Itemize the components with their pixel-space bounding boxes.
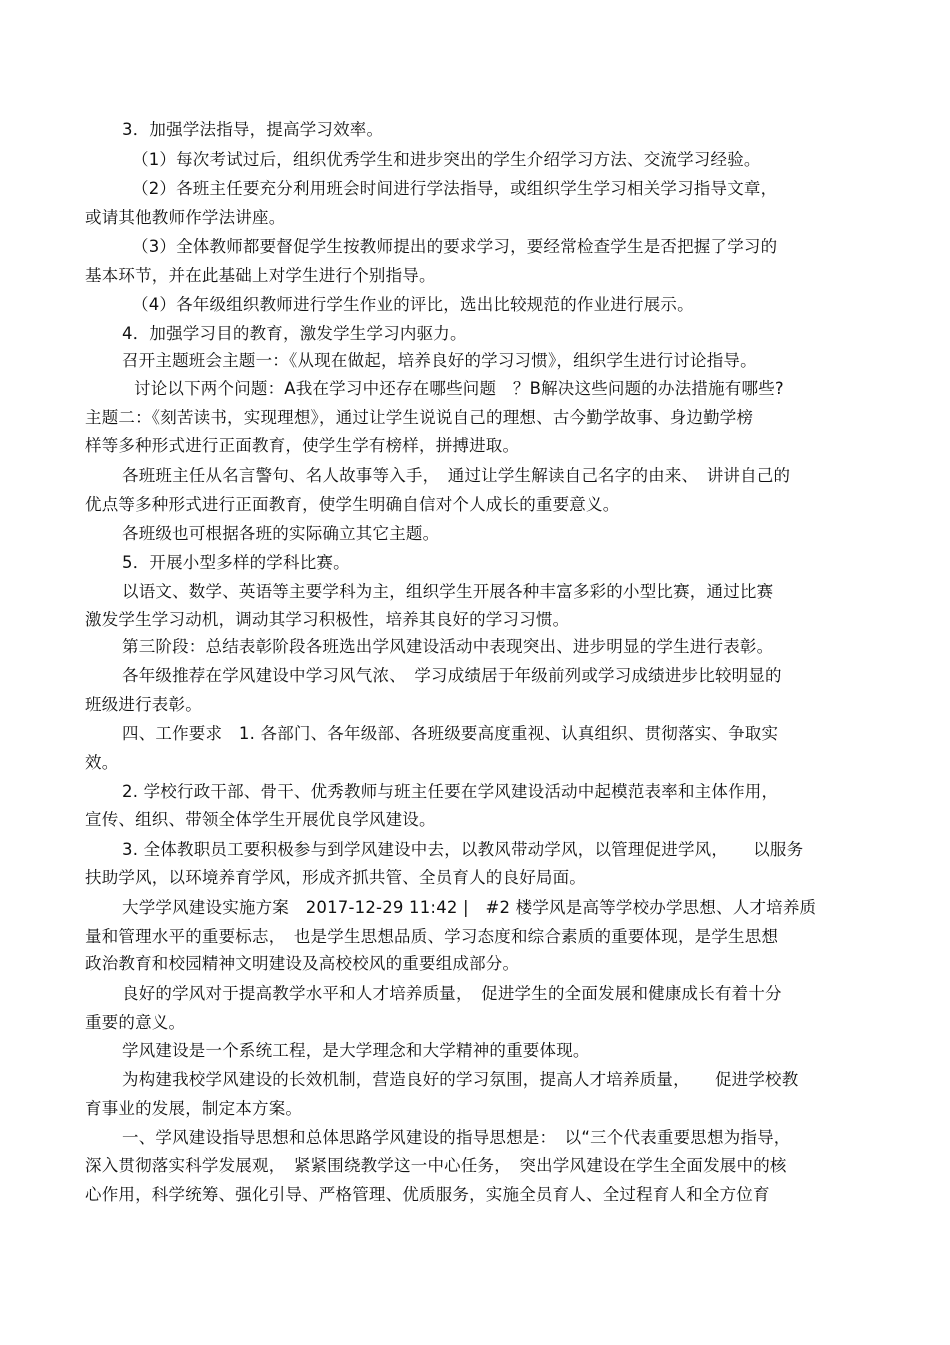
text-line: 各班级也可根据各班的实际确立其它主题。 — [122, 524, 440, 543]
text-line: 良好的学风对于提高教学水平和人才培养质量， 促进学生的全面发展和健康成长有着十分 — [122, 984, 782, 1003]
text-line: 宣传、组织、带领全体学生开展优良学风建设。 — [85, 810, 436, 829]
text-line: 班级进行表彰。 — [85, 695, 202, 714]
text-line: 4．加强学习目的教育，激发学生学习内驱力。 — [122, 324, 467, 343]
text-line: （1）每次考试过后，组织优秀学生和进步突出的学生介绍学习方法、交流学习经验。 — [132, 150, 761, 169]
text-line: 2. 学校行政干部、骨干、优秀教师与班主任要在学风建设活动中起模范表率和主体作用， — [122, 782, 779, 801]
text-line: 第三阶段：总结表彰阶段各班选出学风建设活动中表现突出、进步明显的学生进行表彰。 — [122, 637, 774, 656]
text-line: 重要的意义。 — [85, 1013, 186, 1032]
text-line: 优点等多种形式进行正面教育，使学生明确自信对个人成长的重要意义。 — [85, 495, 620, 514]
text-line: 心作用，科学统筹、强化引导、严格管理、优质服务，实施全员育人、全过程育人和全方位育 — [85, 1185, 770, 1204]
text-line: 基本环节，并在此基础上对学生进行个别指导。 — [85, 266, 436, 285]
text-line: 深入贯彻落实科学发展观， 紧紧围绕教学这一中心任务， 突出学风建设在学生全面发展中的核 — [85, 1156, 787, 1175]
text-line: 5．开展小型多样的学科比赛。 — [122, 553, 350, 572]
text-line: 样等多种形式进行正面教育，使学生学有榜样，拼搏进取。 — [85, 436, 520, 455]
text-line: （4）各年级组织教师进行学生作业的评比，选出比较规范的作业进行展示。 — [132, 295, 694, 314]
text-line: 或请其他教师作学法讲座。 — [85, 208, 286, 227]
text-line: 大学学风建设实施方案 2017-12-29 11:42 | #2 楼学风是高等学校办学思想、人才培养质 — [122, 898, 817, 917]
text-line: 效。 — [85, 753, 119, 772]
text-line: 以语文、数学、英语等主要学科为主，组织学生开展各种丰富多彩的小型比赛，通过比赛 — [122, 582, 774, 601]
text-line: 一、学风建设指导思想和总体思路学风建设的指导思想是： 以“三个代表重要思想为指导， — [122, 1128, 791, 1147]
text-line: 四、工作要求 1. 各部门、各年级部、各班级要高度重视、认真组织、贯彻落实、争取实 — [122, 724, 779, 743]
text-line: 育事业的发展，制定本方案。 — [85, 1099, 303, 1118]
text-line: 各年级推荐在学风建设中学习风气浓、 学习成绩居于年级前列或学习成绩进步比较明显的 — [122, 666, 782, 685]
text-line: （3）全体教师都要督促学生按教师提出的要求学习，要经常检查学生是否把握了学习的 — [132, 237, 778, 256]
text-line: 各班班主任从名言警句、名人故事等入手， 通过让学生解读自己名字的由来、 讲讲自己的 — [122, 466, 791, 485]
text-line: 激发学生学习动机，调动其学习积极性，培养其良好的学习习惯。 — [85, 610, 570, 629]
text-line: 主题二：《刻苦读书，实现理想》，通过让学生说说自己的理想、古今勤学故事、身边勤学榜 — [85, 408, 754, 427]
text-line: 召开主题班会主题一：《从现在做起，培养良好的学习习惯》，组织学生进行讨论指导。 — [122, 351, 757, 370]
text-line: 讨论以下两个问题：A我在学习中还存在哪些问题 ？B解决这些问题的办法措施有哪些? — [134, 379, 784, 398]
text-line: 3. 全体教职员工要积极参与到学风建设中去，以教风带动学风，以管理促进学风， 以服务 — [122, 840, 804, 859]
text-line: 量和管理水平的重要标志， 也是学生思想品质、学习态度和综合素质的重要体现，是学生思想 — [85, 927, 779, 946]
text-line: 政治教育和校园精神文明建设及高校校风的重要组成部分。 — [85, 954, 520, 973]
text-line: 扶助学风，以环境养育学风，形成齐抓共管、全员育人的良好局面。 — [85, 868, 586, 887]
text-line: 学风建设是一个系统工程，是大学理念和大学精神的重要体现。 — [122, 1041, 590, 1060]
text-line: （2）各班主任要充分利用班会时间进行学法指导，或组织学生学习相关学习指导文章， — [132, 179, 778, 198]
text-line: 3．加强学法指导，提高学习效率。 — [122, 120, 384, 139]
text-line: 为构建我校学风建设的长效机制，营造良好的学习氛围，提高人才培养质量， 促进学校教 — [122, 1070, 799, 1089]
